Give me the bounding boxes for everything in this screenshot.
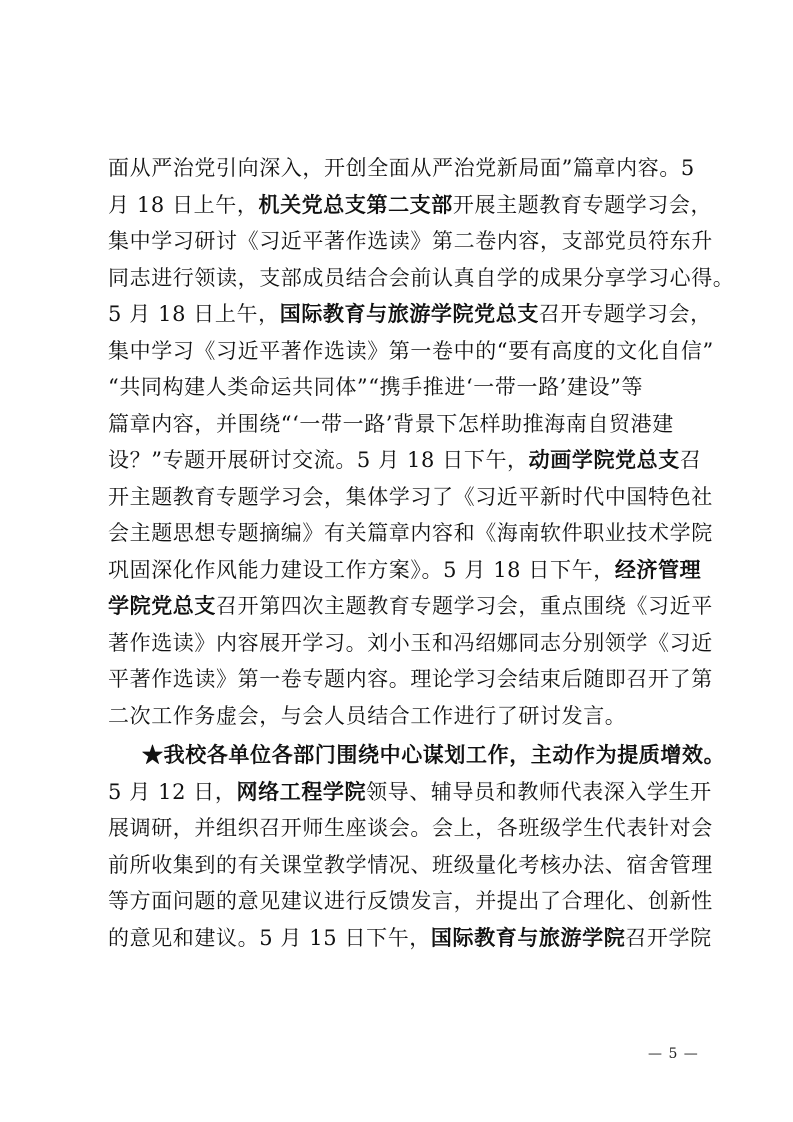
text-line (108, 625, 713, 662)
bold-text: 经济管理 (614, 556, 702, 582)
text-line (108, 883, 713, 920)
text-line (108, 847, 713, 884)
bold-text: 机关党总支第二支部 (258, 191, 453, 217)
bold-text: 网络工程学院 (236, 778, 367, 804)
bold-text: 国际教育与旅游学院党总支 (279, 301, 539, 326)
text-line (108, 479, 713, 516)
text-run: 月 18 日上午， (108, 192, 259, 217)
text-run: 设？”专题开展研讨交流。5 月 18 日下午， (108, 448, 529, 472)
bold-text: 学院党总支 (108, 593, 216, 618)
text-line (108, 810, 713, 847)
text-line (108, 588, 713, 625)
text-line (108, 920, 712, 957)
text-run: “共同构建人类命运共同体”“携手推进‘一带一路’建设”等 (108, 375, 644, 399)
text-run: 同志进行领读，支部成员结合会前认真自学的成果分享学习心得。 (108, 265, 735, 290)
text-line (108, 774, 712, 811)
bold-text: ★我校各单位各部门围绕中心谋划工作，主动作为提质增效。 (142, 742, 726, 767)
text-run: 开展主题教育专题学习会， (452, 192, 713, 217)
text-run: 5 月 18 日上午， (108, 302, 280, 326)
text-run: 展调研，并组织召开师生座谈会。会上，各班级学生代表针对会 (108, 816, 713, 840)
text-line (108, 552, 708, 589)
text-run: 著作选读》内容展开学习。刘小玉和冯绍娜同志分别领学《习近 (108, 630, 713, 655)
text-line (108, 406, 708, 443)
text-run: 集中学习研讨《习近平著作选读》第二卷内容，支部党员符东升 (108, 229, 713, 253)
text-run: 二次工作务虚会，与会人员结合工作进行了研讨发言。 (108, 703, 627, 728)
text-line (108, 333, 714, 370)
text-line (108, 737, 726, 774)
text-line (108, 698, 708, 735)
text-run: 召开专题学习会， (538, 302, 712, 326)
text-run: 开主题教育专题学习会，集体学习了《习近平新时代中国特色社 (108, 484, 713, 509)
bold-text: 国际教育与旅游学院 (430, 924, 626, 950)
text-line (108, 661, 713, 698)
text-run: 等方面问题的意见建议进行反馈发言，并提出了合理化、创新性 (108, 889, 713, 913)
text-line (108, 442, 708, 479)
body-text (108, 150, 735, 956)
text-run: 巩固深化作风能力建设工作方案》。5 月 18 日下午， (108, 557, 615, 582)
text-line (108, 515, 713, 552)
text-line (108, 150, 708, 187)
text-run: 领导、辅导员和教师代表深入学生开 (366, 779, 712, 804)
text-run: 面从严治党引向深入，开创全面从严治党新局面”篇章内容。5 (108, 156, 695, 180)
text-run: 召 (679, 448, 702, 472)
text-run: 平著作选读》第一卷专题内容。理论学习会结束后随即召开了第 (108, 667, 713, 691)
text-line (108, 260, 735, 297)
text-run: 召开学院 (625, 925, 712, 950)
text-line (108, 369, 708, 406)
page-number: — 5 — (648, 1046, 699, 1062)
text-line (108, 296, 712, 333)
text-line (108, 223, 713, 260)
text-line (108, 187, 713, 224)
text-run: 会主题思想专题摘编》有关篇章内容和《海南软件职业技术学院 (108, 521, 713, 545)
text-run: 集中学习《习近平著作选读》第一卷中的“要有高度的文化自信” (108, 338, 714, 363)
text-run: 5 月 12 日， (108, 779, 237, 804)
text-run: 篇章内容，并围绕“‘一带一路’背景下怎样助推海南自贸港建 (108, 411, 674, 436)
text-run: 召开第四次主题教育专题学习会，重点围绕《习近平 (216, 594, 713, 618)
bold-text: 动画学院党总支 (528, 447, 680, 472)
text-run: 的意见和建议。5 月 15 日下午， (108, 925, 431, 950)
text-run: 前所收集到的有关课堂教学情况、班级量化考核办法、宿舍管理 (108, 852, 713, 877)
